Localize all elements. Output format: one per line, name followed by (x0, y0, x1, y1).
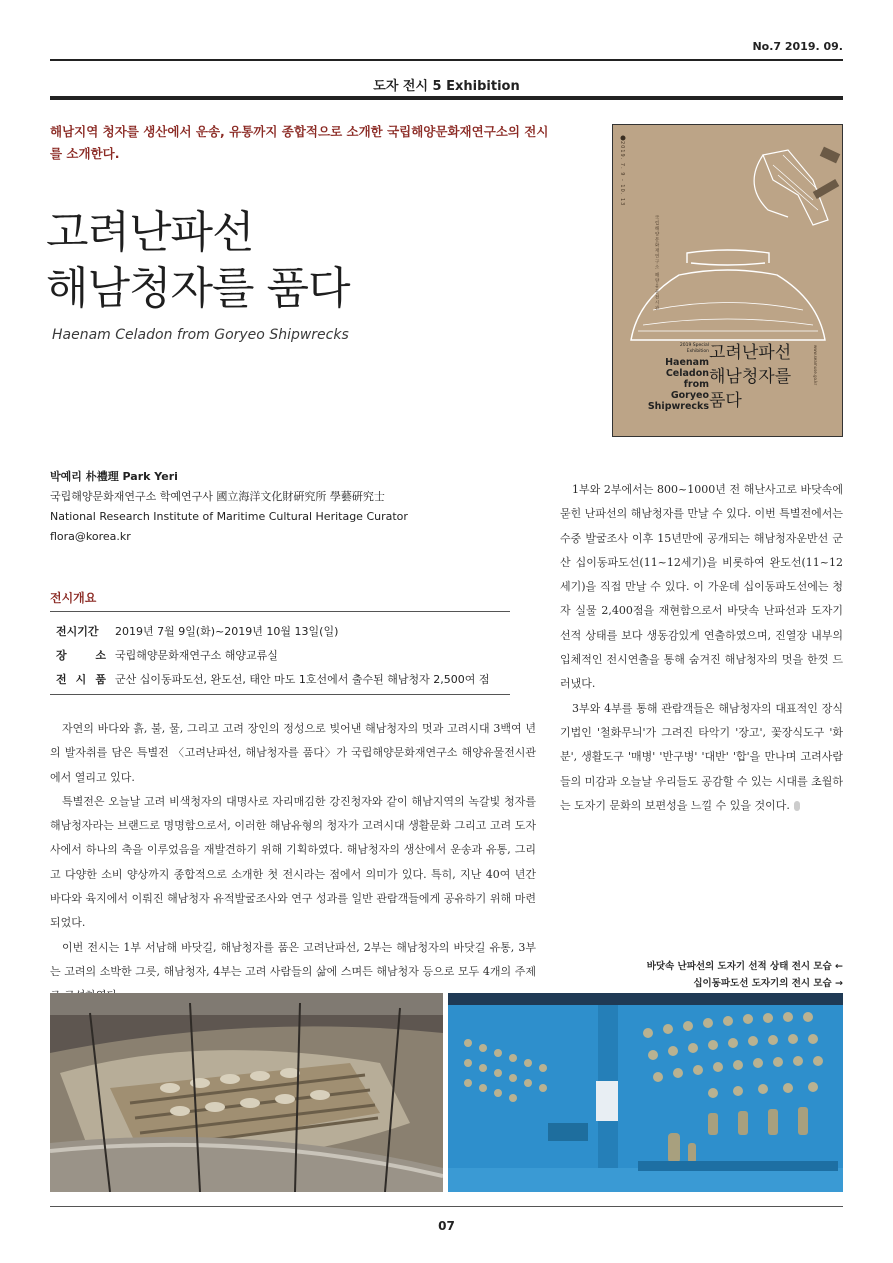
body-paragraph: 특별전은 오늘날 고려 비색청자의 대명사로 자리매김한 강진청자와 같이 해남지역의 녹갈빛 청자를 해남청자라는 브랜드로 명명함으로서, 이러한 해남유형의 청자가 고려시대 생활문화 그리고 고려 도자사에서 하나의 축을 이루었음을 재발견하기 위해 기획하였다. 해남청자의 생산에서 운송과 유통, 그리고 다양한 소비 양상까지 종합적으로 소개한 첫 전시라는 점에서 의미가 있다. 특히, 지난 40여 년간 바다와 육지에서 이뤄진 해남청자 유적발굴조사와 연구 성과를 일반 관람객들에게 공유하기 위해 마련되었다. (50, 794, 536, 930)
author-title-en: National Research Institute of Maritime Cultural Heritage Curator (50, 510, 408, 523)
overview-value: 2019년 7월 9일(화)~2019년 10월 13일(일) (115, 625, 339, 638)
author-block (50, 467, 408, 547)
celadon-wall-illustration (448, 993, 843, 1192)
overview-label: 전 시 품 (56, 673, 106, 686)
overview-label: 장 소 (56, 649, 106, 662)
poster-en-line: Goryeo (670, 390, 709, 401)
title-line-1: 고려난파선 (46, 207, 254, 258)
poster-english-title (643, 357, 709, 412)
exhibition-poster (612, 124, 843, 437)
caption-left-photo: 바닷속 난파선의 도자기 선적 상태 전시 모습 ← (646, 961, 843, 972)
title-line-2: 해남청자를 품다 (46, 263, 350, 314)
poster-year-label: 2019 Special Exhibition (679, 343, 709, 354)
overview-heading: 전시개요 (50, 591, 97, 605)
poster-korean-title (709, 341, 791, 413)
english-title: Haenam Celadon from Goryeo Shipwrecks (52, 327, 349, 343)
overview-rule-top (50, 611, 510, 612)
poster-en-line: Shipwrecks (647, 401, 709, 412)
body-paragraph: 자연의 바다와 흙, 불, 물, 그리고 고려 장인의 정성으로 빚어낸 해남청자의 멋과 고려시대 3백여 년의 발자취를 담은 특별전 〈고려난파선, 해남청자를 품다〉가 국립해양문화재연구소 해양유물전시관에서 열리고 있다. (50, 722, 536, 784)
section-rule (50, 96, 843, 100)
overview-row-items (56, 671, 489, 687)
photo-shipwreck-display (50, 993, 443, 1192)
body-column-right (560, 478, 843, 818)
overview-value: 군산 십이동파도선, 완도선, 태안 마도 1호선에서 출수된 해남청자 2,500여 점 (115, 673, 490, 686)
overview-label: 전시기간 (56, 625, 99, 638)
poster-ko-line: 품다 (709, 391, 742, 411)
lead-paragraph: 해남지역 청자를 생산에서 운송, 유통까지 종합적으로 소개한 국립해양문화재연구소의 전시를 소개한다. (50, 124, 549, 161)
overview-row-place (56, 647, 278, 663)
footer-rule (50, 1206, 843, 1207)
poster-ko-line: 고려난파선 (709, 343, 792, 363)
author-email[interactable]: flora@korea.kr (50, 530, 131, 543)
top-rule (50, 59, 843, 61)
poster-dates: 2019. 7. 9 - 10. 13 (619, 141, 625, 207)
body-paragraph-text: 3부와 4부를 통해 관람객들은 해남청자의 대표적인 장식기법인 '철화무늬'가 그려진 타악기 '장고', 꽃장식도구 '화분', 생활도구 '매병' '반구병' '대반' '합'을 만나며 고려사람들의 미감과 오늘날 우리들도 공감할 수 있는 시대를 초월하는 도자기 문화의 보편성을 느낄 수 있을 것이다. (560, 701, 843, 812)
overview-value: 국립해양문화재연구소 해양교류실 (115, 649, 278, 662)
poster-en-line: Haenam (665, 357, 709, 368)
body-paragraph: 이번 전시는 1부 서남해 바닷길, 해남청자를 품은 고려난파선, 2부는 해남청자의 바닷길 유통, 3부는 고려의 소박한 그릇, 해남청자, 4부는 고려 사람들의 삶에 스며든 해남청자 등으로 모두 4개의 주제 (50, 940, 536, 978)
page-number: 07 (438, 1219, 455, 1233)
poster-url: www.seamuse.go.kr (813, 345, 818, 386)
caption-right-photo: 십이동파도선 도자기의 전시 모습 → (693, 978, 843, 989)
overview-rule-bottom (50, 694, 510, 695)
poster-en-line: from (683, 379, 709, 390)
end-mark-icon (794, 801, 800, 811)
section-title: 도자 전시 5 Exhibition (373, 79, 520, 94)
poster-ko-line: 해남청자를 (709, 367, 792, 387)
article-title (46, 205, 566, 317)
photo-celadon-wall-display (448, 993, 843, 1192)
poster-en-line: Celadon (665, 368, 709, 379)
body-paragraph (560, 697, 843, 818)
poster-organization: 국립해양문화재연구소 해양유물전시관 (654, 215, 659, 311)
body-column-left (50, 717, 536, 1009)
overview-row-period (56, 623, 338, 639)
body-paragraph: 1부와 2부에서는 800~1000년 전 해난사고로 바닷속에 묻힌 난파선의 해남청자를 만날 수 있다. 이번 특별전에서는 수중 발굴조사 이후 15년만에 공개되는 해남청자운반선 군산 십이동파도선(11~12세기)을 비롯하여 완도선(11~12세기)을 직접 만날 수 있다. 이 가운데 십이동파도선에는 청자 실물 2,400점을 재현함으로서 바닷속 난파선과 도자기 선적 상태를 보다 생동감있게 연출하였으며, 진열장 내부의 입체적인 전시연출을 통해 숨겨진 해남청자의 멋을 한껏 드러냈다. (560, 483, 843, 691)
shipwreck-illustration (50, 993, 443, 1192)
author-title-ko: 국립해양문화재연구소 학예연구사 國立海洋文化財硏究所 學藝硏究士 (50, 490, 385, 503)
issue-number: No.7 2019. 09. (752, 40, 843, 53)
author-name: 박예리 朴禮理 Park Yeri (50, 470, 178, 483)
